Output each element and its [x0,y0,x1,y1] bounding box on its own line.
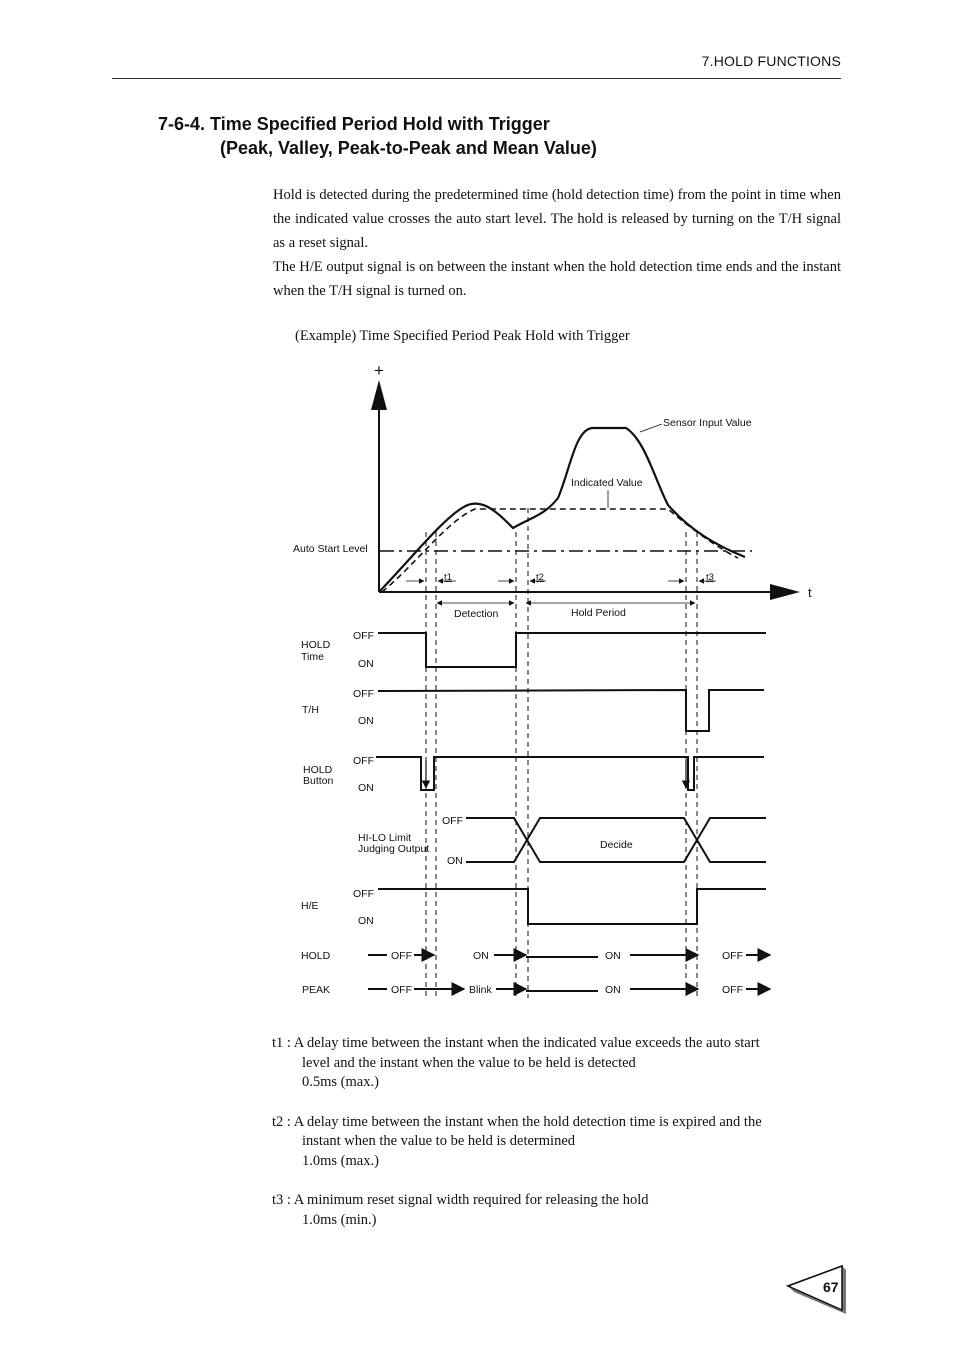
hold-row-state-4: OFF [722,950,743,962]
hold-period-label: Hold Period [571,607,626,619]
header-section-title: 7.HOLD FUNCTIONS [701,53,841,69]
timing-notes [272,1034,841,1250]
section-title-line1: 7-6-4. Time Specified Period Hold with Trigger [158,114,550,134]
hilo-on-label: ON [447,855,463,867]
hold-time-label-1: HOLD [301,639,331,651]
hold-button-off-label: OFF [353,755,374,767]
diagram-caption: (Example) Time Specified Period Peak Hold with Trigger [295,328,630,344]
note-t3 [272,1191,841,1230]
he-label: H/E [301,900,319,912]
indicated-value-label: Indicated Value [571,477,643,489]
note-t1-value: 0.5ms (max.) [302,1074,379,1090]
peak-row-lines [368,989,770,991]
t-axis-label: t [808,585,812,600]
th-label: T/H [302,704,319,716]
sensor-input-curve [379,428,745,592]
hold-row-state-3: ON [605,950,621,962]
sensor-input-leader [640,424,662,432]
hold-button-on-label: ON [358,782,374,794]
plus-label: + [374,361,384,380]
intro-text [273,183,841,303]
note-t2-text: t2 : A delay time between the instant when the hold detection time is expired and the [272,1113,762,1130]
note-t2 [272,1113,841,1172]
page-number: 67 [823,1279,839,1295]
detection-label: Detection [454,608,499,620]
page-number-tab [784,1262,848,1314]
hold-time-on-label: ON [358,658,374,670]
note-t3-value: 1.0ms (min.) [302,1211,377,1228]
hold-button-signal [376,757,764,790]
t-axis-arrowhead [770,584,800,600]
hilo-label-1: HI-LO Limit [358,832,412,844]
peak-row-state-3: ON [605,984,621,996]
note-t3-text: t3 : A minimum reset signal width required for releasing the hold [272,1192,649,1208]
auto-start-level-label: Auto Start Level [293,543,368,555]
note-t2-value: 1.0ms (max.) [302,1152,379,1169]
note-t1 [272,1034,841,1093]
note-t2-continued: instant when the value to be held is determined [302,1133,576,1149]
hilo-label-2: Judging Output [358,843,430,855]
section-title [158,112,597,160]
t2-label: t2 [536,572,544,583]
hold-button-label-2: Button [303,775,334,787]
peak-row-label: PEAK [302,984,331,996]
intro-paragraph-1: Hold is detected during the predetermined time (hold detection time) from the point in time when the indicated value crosses the auto start level. The hold is released by turning on the T/H signal as a reset signal. [273,187,841,251]
hilo-off-label: OFF [442,815,463,827]
decide-label: Decide [600,839,633,851]
peak-row-state-4: OFF [722,984,743,996]
hold-row-state-1: OFF [391,950,412,962]
t3-label: t3 [706,572,714,583]
sensor-input-label: Sensor Input Value [663,417,752,429]
y-axis-arrowhead [371,380,387,410]
hold-time-label-2: Time [301,651,324,663]
hold-row-lines [368,955,770,957]
t1-label: t1 [444,572,452,583]
hold-row-label: HOLD [301,950,331,962]
hold-row-state-2: ON [473,950,489,962]
th-off-label: OFF [353,688,374,700]
he-on-label: ON [358,915,374,927]
note-t1-continued: level and the instant when the value to be held is detected [302,1054,636,1071]
timing-diagram [0,350,954,1010]
hold-time-off-label: OFF [353,630,374,642]
note-t1-text: t1 : A delay time between the instant when the indicated value exceeds the auto start [272,1035,760,1051]
peak-row-state-1: OFF [391,984,412,996]
th-on-label: ON [358,715,374,727]
hold-button-label-1: HOLD [303,764,333,776]
section-title-line2: (Peak, Valley, Peak-to-Peak and Mean Value) [220,138,597,158]
page-header [112,52,841,79]
intro-paragraph-2: The H/E output signal is on between the instant when the hold detection time ends and the instant when the T/H signal is turned on. [273,259,841,299]
he-off-label: OFF [353,888,374,900]
peak-row-state-2: Blink [469,984,492,996]
